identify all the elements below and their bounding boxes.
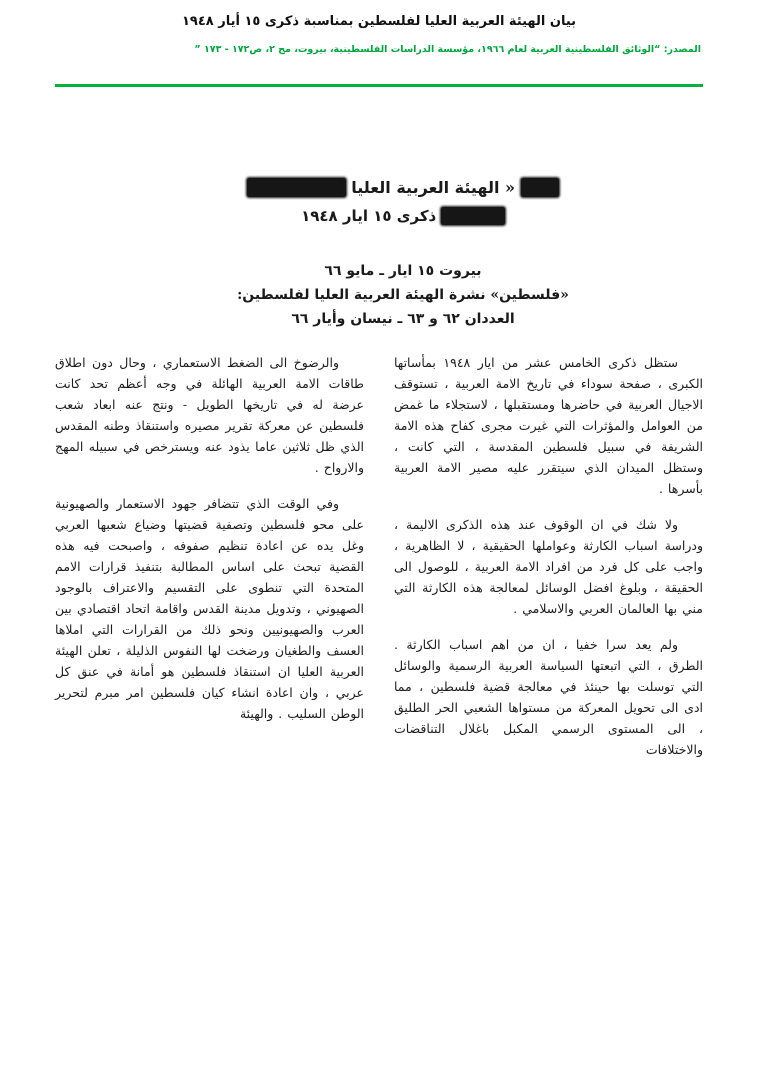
meta-line-issues: العددان ٦٢ و ٦٣ ـ نيسان وأيار ٦٦ (291, 311, 515, 327)
body-columns (52, 352, 703, 775)
body-paragraph: ولا شك في ان الوقوف عند هذه الذكرى الاليمة ، ودراسة اسباب الكارثة وعواملها الحقيقية ، لا الظاهرية ، واجب على كل فرد من افراد الامة العربية ، للوصول الى الحقيقة ، وبلوغ افضل الوسائل لمعالجة هذه الكارثة التي مني بها العالمان العربي والاسلامي . (394, 517, 703, 616)
left-column (55, 352, 364, 775)
title-mid-text: « الهيئة العربية العليا (351, 178, 516, 197)
meta-line-publication: «فلسطين» نشرة الهيئة العربية العليا لفلسطين: (237, 287, 569, 303)
right-column (394, 352, 703, 775)
body-paragraph: ولم يعد سرا خفيا ، ان من اهم اسباب الكارثة . الطرق ، التي اتبعتها السياسة العربية الرسمية والوسائل التي توسلت بها حينئذ في معالجة قضية فلسطين ، مما ادى الى تحويل المعركة من مستواها الشعبي الحر الطليق ، الى المستوى الرسمي المكبل باغلال التناقضات والاختلافات (394, 637, 703, 757)
meta-line-place-date: بيروت ١٥ ايار ـ مايو ٦٦ (324, 263, 482, 279)
document-header-title: بيان الهيئة العربية العليا لفلسطين بمناسبة ذكرى ١٥ أيار ١٩٤٨ (181, 14, 577, 29)
body-paragraph: ستظل ذكرى الخامس عشر من ايار ١٩٤٨ بمأساتها الكبرى ، صفحة سوداء في تاريخ الامة العربية ، تستوقف الاجيال العربية في حاضرها ومستقبلها ، لاستجلاء ما غمض من العوامل والمؤثرات التي غيرت مجرى كفاح هذه الامة الشريفة في سبيل فلسطين المقدسة ، التي كانت ، وستظل الميدان الذي سيتقرر عليه مصير الامة العربية بأسرها . (394, 355, 703, 496)
body-paragraph: والرضوخ الى الضغط الاستعماري ، وحال دون اطلاق طاقات الامة العربية الهائلة في وجه أعظم تحد كانت عرضة له في تاريخها الطويل - ونتج عنه ابعاد شعب فلسطين عن معركة تقرير مصيره واستنقاذ وطنه المقدس الذي ظل ثلاثين عاما يذود عنه ويسترخص في سبيله المهج والارواح . (55, 355, 364, 475)
body-paragraph: وفي الوقت الذي تتضافر جهود الاستعمار والصهيونية على محو فلسطين وتصفية قضيتها وضياع شعبها العربي وغل يده عن اعادة تنظيم صفوفه ، واصبحت فيه هذه القضية تبحث على اساس المطالبة بتنفيذ قرارات الامم المتحدة التي تنطوى على التقسيم والاعتراف بالوجود الصهيوني ، وتدويل مدينة القدس واقامة اتحاد اقتصادي بين العرب والصهيونيين ونحو ذلك من القرارات التي املاها العسف والطغيان ورضخت لها النفوس الذليلة ، تعلن الهيئة العربية العليا ان استنقاذ فلسطين هو أمانة في عنق كل عربي ، وان اعادة انشاء كيان فلسطين امر مبرم لتحرير الوطن السليب . والهيئة (55, 496, 364, 721)
source-citation-line: المصدر: “الوثائق الفلسطينية العربية لعام ١٩٦٦، مؤسسة الدراسات الفلسطينية، بيروت، مج ٢، ص١٧٢ - ١٧٣ ” (194, 44, 701, 55)
header-divider-rule (55, 84, 703, 87)
statement-title-line1 (188, 178, 618, 197)
title-line2-rest: ذكرى ١٥ ايار ١٩٤٨ (301, 207, 437, 225)
title-word-bayan-smudged: بيان (521, 178, 559, 197)
statement-title-line2 (188, 207, 618, 225)
title-block (188, 178, 618, 331)
title-word-occasion-smudged: بمناسبة (441, 207, 504, 225)
title-word-filastin-smudged: لفلسطين » (247, 178, 345, 197)
